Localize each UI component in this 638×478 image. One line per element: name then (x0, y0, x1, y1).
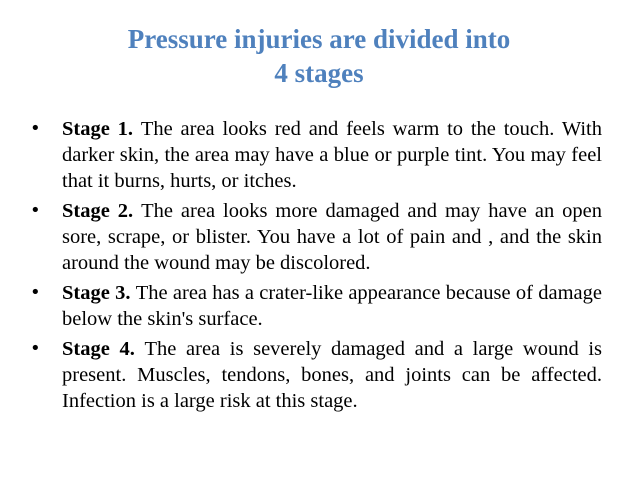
bullet-stage-2 (24, 198, 602, 276)
bullet-dot-icon: • (30, 118, 41, 139)
stage-label: Stage 2. (62, 200, 142, 222)
stage-description: The area has a crater-like appearance because of damage below the skin's surface. (62, 282, 602, 330)
title-line-2: 4 stages (274, 58, 364, 88)
bullet-stage-4 (24, 336, 602, 414)
bullet-stage-3 (24, 280, 602, 332)
bullet-dot-icon: • (30, 200, 41, 221)
bullet-stage-1 (24, 116, 602, 194)
stage-description: The area is severely damaged and a large wound is present. Muscles, tendons, bones, and joints can be affected. Infection is a large risk at this stage. (62, 338, 603, 412)
bullet-dot-icon: • (30, 338, 41, 359)
stage-description: The area looks more damaged and may have an open sore, scrape, or blister. You have a lot of pain and , and the skin around the wound may be discolored. (62, 200, 602, 274)
bullet-list (24, 116, 602, 418)
title-line-1: Pressure injuries are divided into (127, 24, 511, 54)
stage-label: Stage 3. (62, 282, 136, 304)
bullet-dot-icon: • (30, 282, 41, 303)
stage-label: Stage 4. (62, 338, 145, 360)
slide-title (60, 22, 578, 90)
stage-description: The area looks red and feels warm to the touch. With darker skin, the area may have a blue or purple tint. You may feel that it burns, hurts, or itches. (62, 118, 603, 192)
stage-label: Stage 1. (62, 118, 141, 140)
